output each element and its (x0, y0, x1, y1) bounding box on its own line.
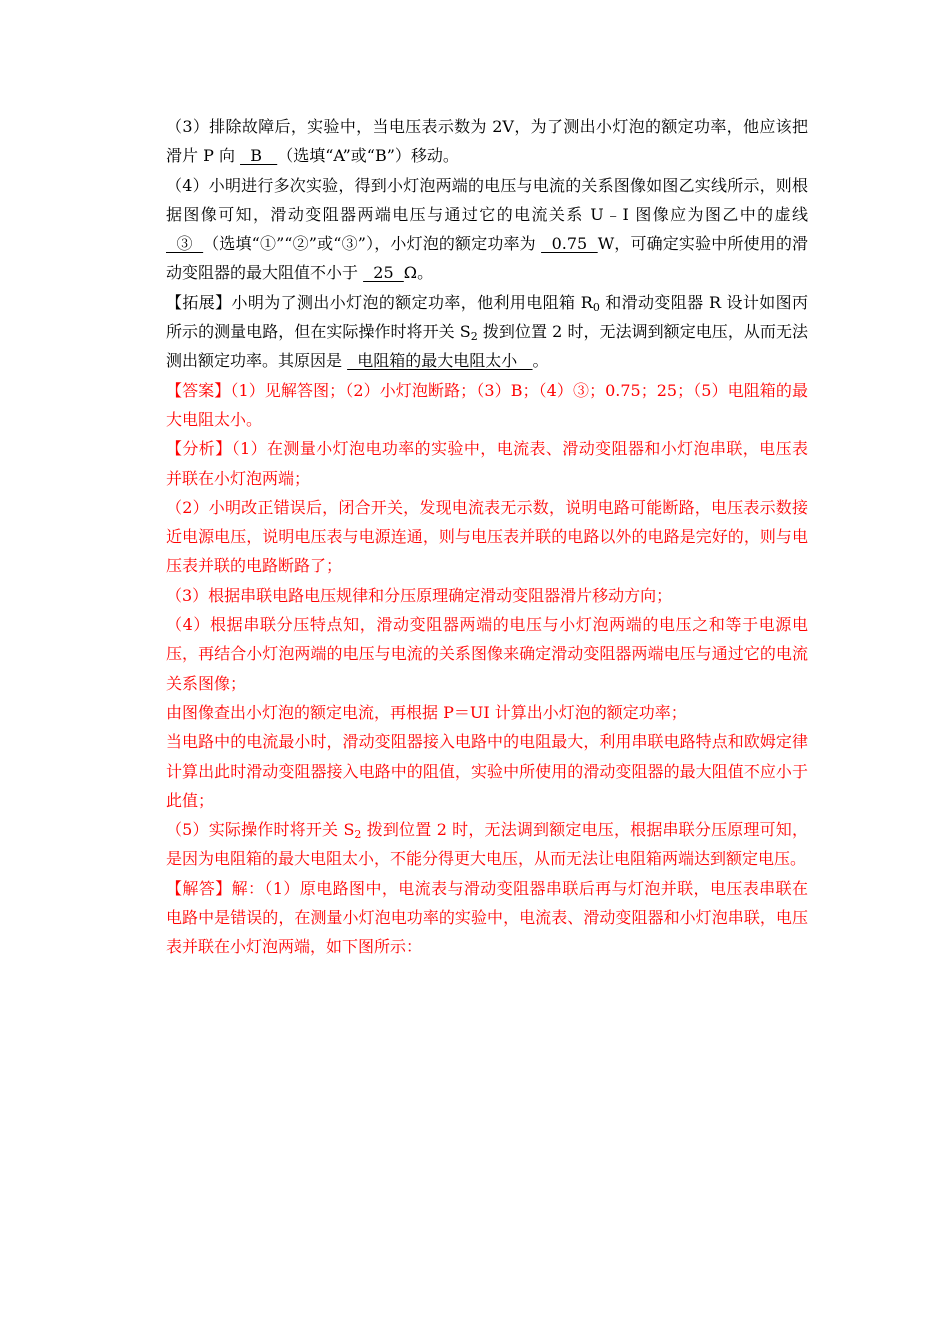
analysis-1: 【分析】（1）在测量小灯泡电功率的实验中，电流表、滑动变阻器和小灯泡串联，电压表并联在小灯泡两端； (166, 439, 808, 488)
analysis-4: （4）根据串联分压特点知，滑动变阻器两端的电压与小灯泡两端的电压之和等于电源电压，再结合小灯泡两端的电压与电流的关系图像来确定滑动变阻器两端电压与通过它的电流关系图像； (166, 615, 808, 693)
analysis-7 (166, 815, 808, 874)
analysis-7-tail: 拨到位置 2 时，无法调到额定电压，根据串联分压原理可知，是因为电阻箱的最大电阻太小，不能分得更大电压，从而无法让电阻箱两端达到额定电压。 (166, 820, 808, 869)
s-subscript: 2 (354, 828, 362, 842)
question-4-text: （4）小明进行多次实验，得到小灯泡两端的电压与电流的关系图像如图乙实线所示，则根据图像可知，滑动变阻器两端电压与通过它的电流关系 U﹣I 图像应为图乙中的虚线 (166, 175, 808, 224)
question-4-mid-2: W，可确定实验中所使用的滑动变阻器的最大阻值不小于 (166, 234, 809, 283)
analysis-7-text: （5）实际操作时将开关 S (166, 820, 355, 840)
question-3 (166, 112, 808, 171)
question-3-text: （3）排除故障后，实验中，当电压表示数为 2V，为了测出小灯泡的额定功率，他应该把滑片 P 向 (166, 117, 808, 166)
analysis-3: （3）根据串联电路电压规律和分压原理确定滑动变阻器滑片移动方向； (166, 585, 673, 605)
question-4-mid-1: （选填“①”“②”或“③”），小灯泡的额定功率为 (203, 234, 542, 254)
analysis-2: （2）小明改正错误后，闭合开关，发现电流表无示数，说明电路可能断路，电压表示数接近电源电压，说明电压表与电源连通，则与电压表并联的电路以外的电路是完好的，则与电压表并联的电路断路了； (166, 497, 808, 576)
r-subscript: 0 (592, 300, 600, 314)
extension-question (166, 288, 808, 376)
extension-mid-2: 拨到位置 2 时，无法调到额定电压，从而无法测出额定功率。其原因是 (166, 322, 808, 371)
extension-blank: 电阻箱的最大电阻太小 (347, 351, 533, 371)
extension-mid-1: 和滑动变阻器 R 设计如图丙所示的测量电路，但在实际操作时将开关 S (166, 292, 808, 342)
solution-paragraph: 【解答】解：（1）原电路图中，电流表与滑动变阻器串联后再与灯泡并联，电压表串联在电路中是错误的，在测量小灯泡电功率的实验中，电流表、滑动变阻器和小灯泡串联，电压表并联在小灯泡两端，如下图所示： (166, 878, 808, 957)
extension-tail: 。 (532, 351, 549, 371)
analysis-6: 当电路中的电流最小时，滑动变阻器接入电路中的电阻最大，利用串联电路特点和欧姆定律计算出此时滑动变阻器接入电路中的阻值，实验中所使用的滑动变阻器的最大阻值不应小于此值； (166, 732, 808, 810)
document-page (166, 112, 808, 962)
extension-text: 【拓展】小明为了测出小灯泡的额定功率，他利用电阻箱 R (166, 292, 593, 312)
question-3-tail: （选填“A”或“B”）移动。 (277, 146, 459, 166)
question-3-blank: B (240, 146, 278, 166)
question-4 (166, 171, 808, 288)
answer-paragraph: 【答案】（1）见解答图；（2）小灯泡断路；（3）B；（4）③；0.75；25；（5）电阻箱的最大电阻太小。 (166, 380, 808, 429)
question-4-blank-3: 25 (363, 263, 404, 283)
s-subscript: 2 (470, 330, 478, 344)
question-4-blank-2: 0.75 (541, 234, 598, 254)
question-4-blank-1: ③ (166, 234, 204, 254)
question-4-tail: Ω。 (403, 263, 434, 283)
analysis-5: 由图像查出小灯泡的额定电流，再根据 P＝UI 计算出小灯泡的额定功率； (166, 702, 687, 722)
